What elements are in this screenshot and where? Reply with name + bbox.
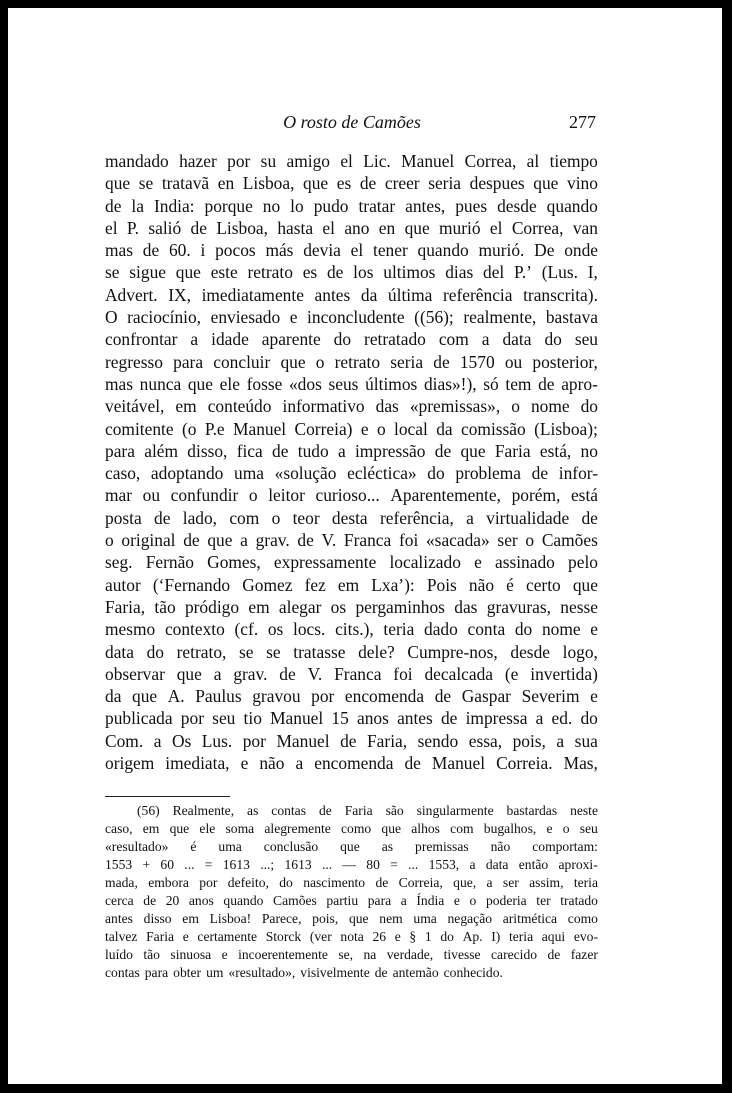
text-line: el P. salió de Lisboa, hasta el ano en que murió el Correa, van	[105, 217, 598, 238]
text-line: mar ou confundir o leitor curioso... Aparentemente, porém, está	[105, 485, 598, 506]
text-line: Advert. IX, imediatamente antes da última referência transcrita).	[105, 284, 598, 305]
text-line: O raciocínio, enviesado e inconcludente ((56); realmente, bastava	[105, 307, 598, 328]
text-line: caso, adoptando uma «solução ecléctica» do problema de infor-	[105, 463, 598, 484]
text-line: da que A. Paulus gravou por encomenda de Gaspar Severim e	[105, 686, 598, 707]
footnote-line: talvez Faria e certamente Storck (ver nota 26 e § 1 do Ap. I) teria aqui evo-	[105, 929, 598, 945]
footnote-line: contas para obter um «resultado», visivelmente de antemão conhecido.	[105, 965, 503, 981]
text-line: mandado hazer por su amigo el Lic. Manuel Correa, al tiempo	[105, 151, 598, 171]
text-line: mas de 60. i pocos más devia el tener quando murió. De onde	[105, 240, 598, 261]
text-line: Com. a Os Lus. por Manuel de Faria, sendo essa, pois, a sua	[105, 730, 598, 751]
running-title: O rosto de Camões	[283, 112, 421, 132]
footnote-line: antes disso em Lisboa! Parece, pois, que nem uma negação aritmética como	[105, 911, 598, 927]
text-line: confrontar a idade aparente do retratado com a data do seu	[105, 329, 598, 350]
page-number: 277	[569, 112, 596, 132]
footnote	[105, 802, 598, 982]
footnote-line: 1553 + 60 ... = 1613 ...; 1613 ... — 80 = ... 1553, a data então aproxi-	[105, 857, 598, 873]
text-line: veitável, em conteúdo informativo das «premissas», o nome do	[105, 396, 598, 417]
text-line: regresso para concluir que o retrato seria de 1570 ou posterior,	[105, 351, 598, 372]
text-line: publicada por seu tio Manuel 15 anos antes de impressa a ed. do	[105, 708, 598, 729]
text-line: data do retrato, se se tratasse dele? Cumpre-nos, desde logo,	[105, 641, 598, 662]
text-line: que se tratavã en Lisboa, que es de creer seria despues que vino	[105, 173, 598, 194]
footnote-divider	[105, 796, 230, 797]
text-line: origem imediata, e não a encomenda de Manuel Correia. Mas,	[105, 753, 598, 774]
footnote-line: caso, em que ele soma alegremente como que alhos com bugalhos, e o seu	[105, 821, 598, 837]
footnote-line: (56) Realmente, as contas de Faria são singularmente bastardas neste	[137, 803, 598, 818]
text-line: observar que a grav. de V. Franca foi decalcada (e invertida)	[105, 663, 598, 684]
text-line: seg. Fernão Gomes, expressamente localizado e assinado pelo	[105, 552, 598, 573]
footnote-line: luído tão sinuosa e incoerentemente se, na verdade, tivesse carecido de fazer	[105, 947, 598, 963]
body-text	[105, 150, 598, 774]
text-line: comitente (o P.e Manuel Correia) e o local da comissão (Lisboa);	[105, 418, 598, 439]
text-line: autor (‘Fernando Gomez fez em Lxa’): Pois não é certo que	[105, 574, 598, 595]
text-line: Faria, tão pródigo em alegar os pergaminhos das gravuras, nesse	[105, 596, 598, 617]
text-line: o original de que a grav. de V. Franca foi «sacada» ser o Camões	[105, 530, 598, 551]
footnote-line: cerca de 20 anos quando Camões partiu para a Índia e o poderia ter tratado	[105, 893, 598, 909]
text-line: se sigue que este retrato es de los ultimos dias del P.’ (Lus. I,	[105, 262, 598, 283]
text-line: para além disso, fica de tudo a impressão de que Faria está, no	[105, 440, 598, 461]
text-line: posta de lado, com o teor desta referência, a virtualidade de	[105, 507, 598, 528]
book-page	[8, 8, 722, 1084]
page-header	[108, 108, 596, 138]
footnote-line: mada, embora por defeito, do nascimento de Correia, que, a ser assim, teria	[105, 875, 598, 891]
text-line: de la India: porque no lo pudo tratar antes, pues desde quando	[105, 195, 598, 216]
text-line: mesmo contexto (cf. os locs. cits.), teria dado conta do nome e	[105, 619, 598, 640]
text-line: mas nunca que ele fosse «dos seus últimos dias»!), só tem de apro-	[105, 373, 598, 394]
footnote-line: «resultado» é uma conclusão que as premissas não comportam:	[105, 839, 598, 855]
